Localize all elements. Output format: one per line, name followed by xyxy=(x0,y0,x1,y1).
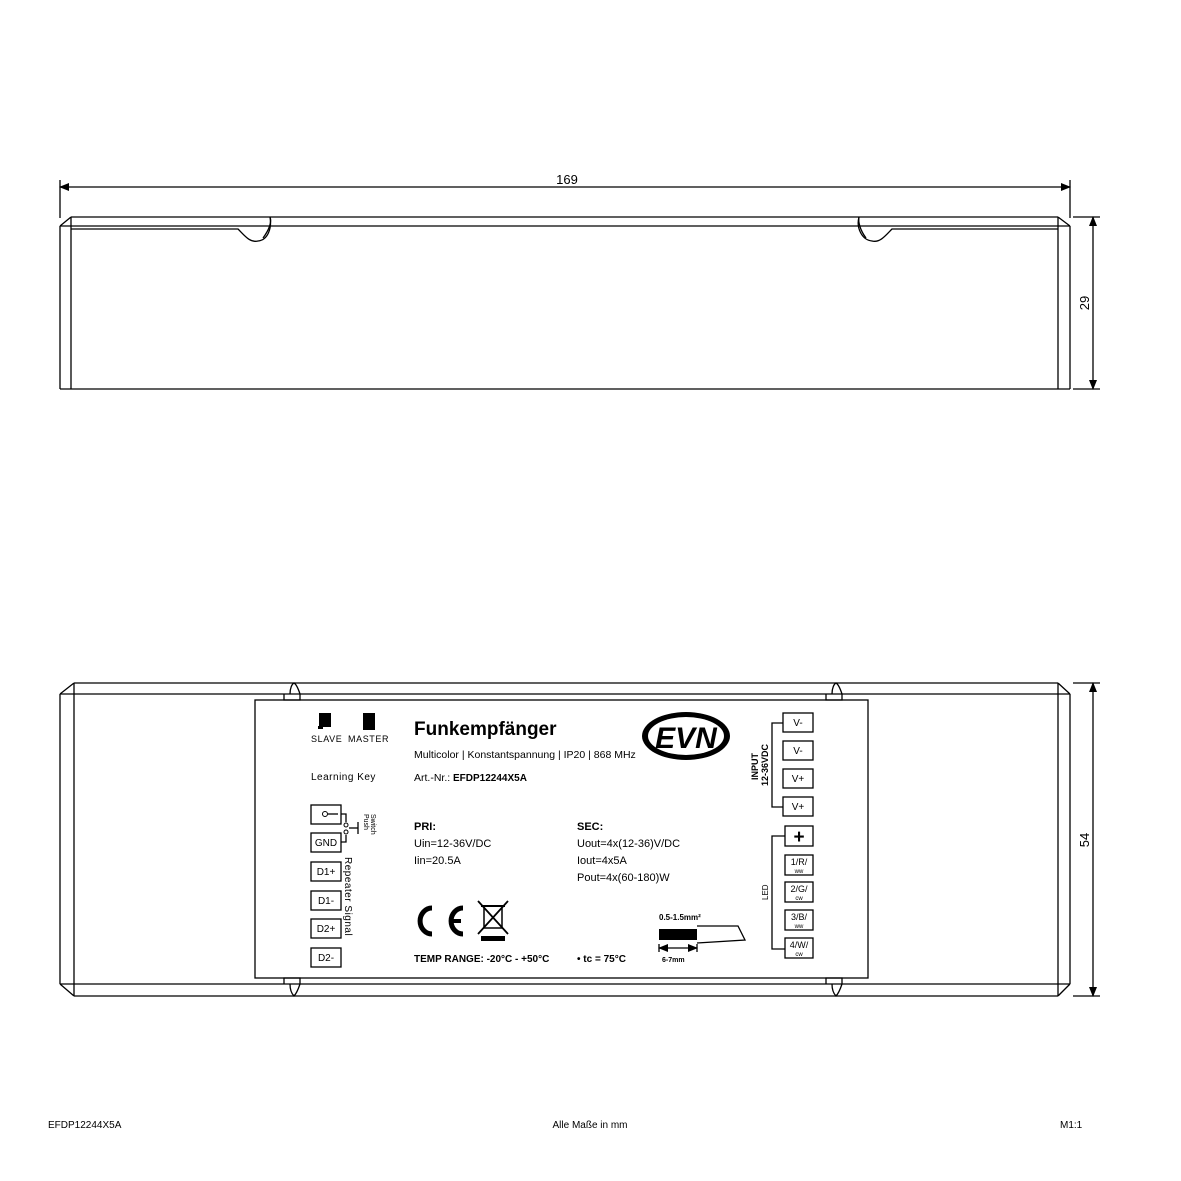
footer-article-number: EFDP12244X5A xyxy=(48,1120,122,1131)
footer-scale: M1:1 xyxy=(1060,1120,1083,1131)
led-plus-terminal: + xyxy=(793,827,805,848)
wire-strip-length: 6-7mm xyxy=(662,957,685,964)
push-switch-label-1: Push xyxy=(362,814,369,830)
led-terminal-3-bottom: ww xyxy=(794,924,804,930)
width-dimension-line xyxy=(60,172,1070,218)
led-terminal-2-bottom: cw xyxy=(795,896,803,902)
push-switch-label-2: Switch xyxy=(369,814,376,835)
wire-strip-diagram xyxy=(659,913,745,964)
pri-heading: PRI: xyxy=(414,821,436,833)
input-label: INPUT xyxy=(750,753,760,780)
ce-mark-icon xyxy=(420,908,463,934)
repeater-signal-label: Repeater Signal xyxy=(342,857,353,937)
product-subtitle: Multicolor | Konstantspannung | IP20 | 868 MHz xyxy=(414,749,636,761)
terminal-d2-plus: D2+ xyxy=(316,924,336,935)
width-dimension-value: 169 xyxy=(556,172,578,187)
sec-iout: Iout=4x5A xyxy=(577,855,627,867)
slave-master-switch xyxy=(311,713,389,783)
led-label: LED xyxy=(761,884,770,900)
evn-logo xyxy=(642,712,730,760)
front-view xyxy=(60,683,1100,996)
footer xyxy=(48,1120,1083,1131)
housing-top-outline xyxy=(60,217,1070,389)
led-terminal-2-top: 2/G/ xyxy=(790,884,808,894)
input-terminal-v-minus-2: V- xyxy=(793,746,803,757)
left-terminal-block xyxy=(311,805,376,967)
input-voltage-label: 12-36VDC xyxy=(760,743,770,786)
slave-label: SLAVE xyxy=(311,734,343,744)
led-terminal-3-top: 3/B/ xyxy=(790,912,808,922)
led-terminal-4-bottom: cw xyxy=(795,952,803,958)
terminal-gnd: GND xyxy=(314,838,338,849)
learning-key-label: Learning Key xyxy=(311,772,376,783)
footer-units-note: Alle Maße in mm xyxy=(552,1120,628,1131)
input-terminal-v-minus-1: V- xyxy=(793,718,803,729)
housing-front-outline xyxy=(60,683,1070,996)
article-number: EFDP12244X5A xyxy=(453,773,527,784)
height-dimension-value: 29 xyxy=(1077,295,1092,311)
tc-value: • tc = 75°C xyxy=(577,954,626,965)
input-terminal-v-plus-2: V+ xyxy=(791,802,805,813)
led-terminal-block xyxy=(761,826,813,958)
height-dimension-line xyxy=(1073,217,1100,389)
terminal-d2-minus: D2- xyxy=(317,953,335,964)
evn-logo-text: EVN xyxy=(655,722,717,755)
pri-uin: Uin=12-36V/DC xyxy=(414,838,492,850)
front-height-dimension-value: 54 xyxy=(1077,832,1092,848)
wire-cross-section: 0.5-1.5mm² xyxy=(659,913,701,922)
led-terminal-4-top: 4/W/ xyxy=(789,940,809,950)
temp-range: TEMP RANGE: -20°C - +50°C xyxy=(414,954,550,965)
input-terminal-v-plus-1: V+ xyxy=(791,774,805,785)
master-label: MASTER xyxy=(348,734,390,744)
led-terminal-1-bottom: ww xyxy=(794,869,804,875)
terminal-d1-minus: D1- xyxy=(317,896,335,907)
weee-bin-icon xyxy=(478,901,508,941)
top-view xyxy=(60,172,1100,389)
sec-uout: Uout=4x(12-36)V/DC xyxy=(577,838,681,850)
sec-heading: SEC: xyxy=(577,821,604,833)
terminal-d1-plus: D1+ xyxy=(316,867,336,878)
front-height-dimension-line xyxy=(1073,683,1100,996)
input-terminal-block xyxy=(750,713,813,816)
product-title: Funkempfänger xyxy=(414,719,557,740)
sec-pout: Pout=4x(60-180)W xyxy=(577,872,670,884)
article-prefix: Art.-Nr.: xyxy=(414,772,451,784)
led-terminal-1-top: 1/R/ xyxy=(790,857,808,867)
pri-iin: Iin=20.5A xyxy=(414,855,461,867)
